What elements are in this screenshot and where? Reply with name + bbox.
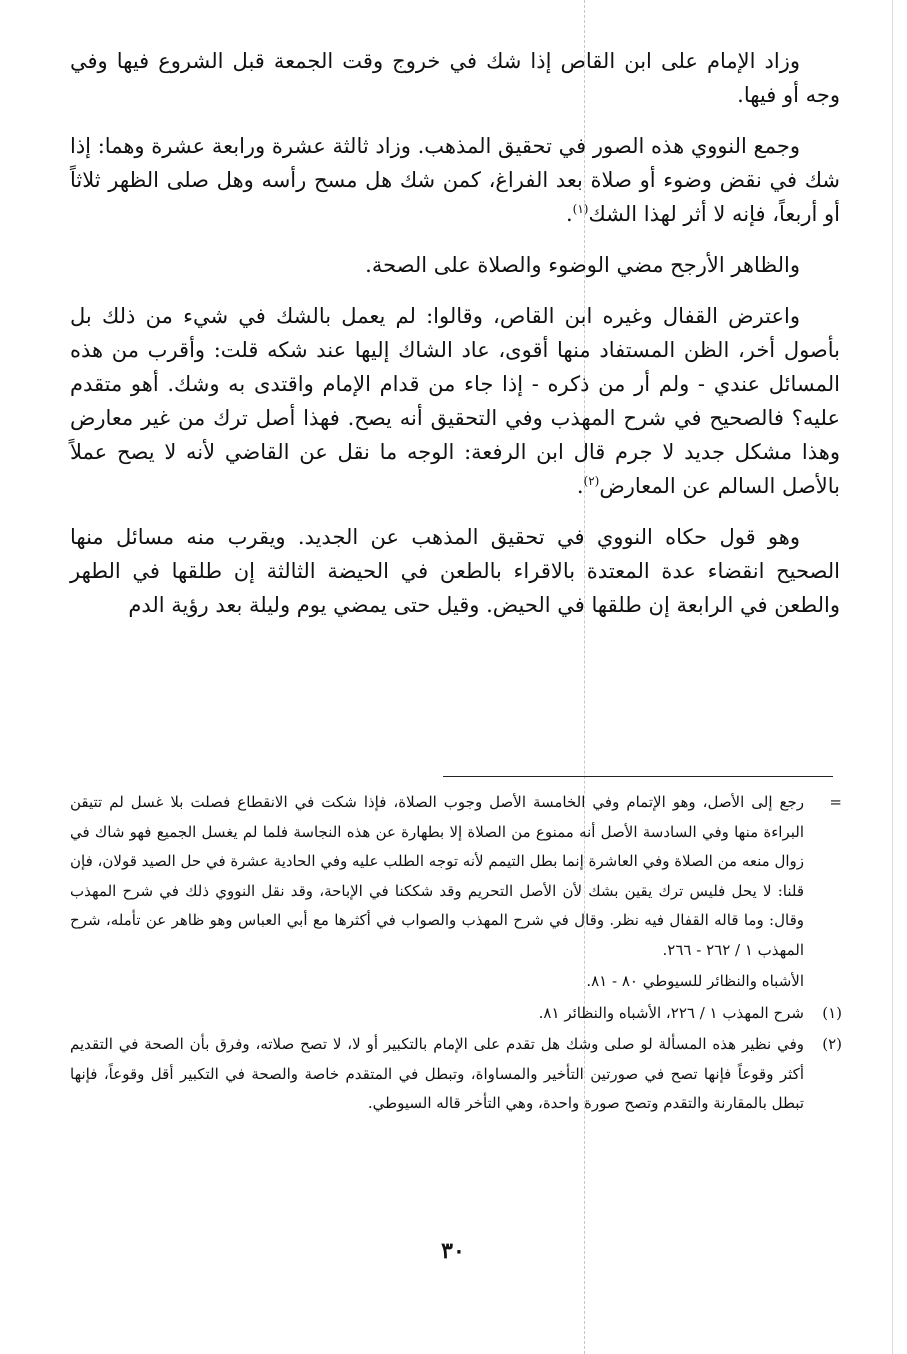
paragraph-4: [70, 299, 840, 503]
footnote-continuation-source-text: الأشباه والنظائر للسيوطي ٨٠ - ٨١.: [586, 972, 804, 990]
paragraph-2-end: .: [565, 202, 573, 226]
footnote-continuation-text: رجع إلى الأصل، وهو الإتمام وفي الخامسة الأصل وجوب الصلاة، فإذا شكت في الانقطاع فصلت بلا غسل لم تتيقن البراءة منها وفي السادسة الأصل أنه ممنوع من الصلاة إلا بطهارة عن هذه النجاسة فلما لم يغسل الجميع فهو شاك في زوال منعه من الصلاة وفي العاشرة إنما بطل التيمم لأنه توجه الطلب عليه وفي الحادية عشرة في حل الصيد قولان، فإن قلنا: لا يحل فليس ترك يقين بشك لأن الأصل التحريم وقد شككنا في الإباحة، وقد نقل النووي ذلك في شرح المهذب وقال: وما قاله القفال فيه نظر. وقال في شرح المهذب والصواب في أكثرها مع أبي العباس وهو ظاهر عن تأمله، شرح المهذب ١ / ٢٦٢ - ٢٦٦.: [70, 793, 805, 959]
paragraph-1: [70, 44, 840, 112]
page-number: ٣٠: [441, 1238, 465, 1264]
footnote-1-marker: (١): [822, 1003, 842, 1022]
paragraph-3-text: والظاهر الأرجح مضي الوضوء والصلاة على الصحة.: [365, 253, 800, 277]
main-text: [70, 44, 840, 639]
footnote-ref-1[interactable]: (١): [572, 202, 589, 216]
footnote-continuation: [70, 788, 842, 965]
paragraph-4-end: .: [576, 474, 584, 498]
paragraph-2: [70, 129, 840, 231]
paragraph-2-text: وجمع النووي هذه الصور في تحقيق المذهب. وزاد ثالثة عشرة ورابعة عشرة وهما: إذا شك في نقض وضوء أو صلاة بعد الفراغ، كمن شك هل مسح رأسه وهل صلى الظهر ثلاثاً أو أربعاً، فإنه لا أثر لهذا الشك: [70, 134, 840, 226]
footnote-ref-2[interactable]: (٢): [583, 474, 600, 488]
page-edge-line: [892, 0, 893, 1354]
paragraph-5-text: وهو قول حكاه النووي في تحقيق المذهب عن الجديد. ويقرب منه مسائل منها الصحيح انقضاء عدة المعتدة بالاقراء بالطعن في الحيضة الثالثة إن طلقها في الطهر والطعن في الرابعة إن طلقها في الحيض. وقيل حتى يمضي يوم وليلة بعد رؤية الدم: [70, 525, 840, 617]
paragraph-1-text: وزاد الإمام على ابن القاص إذا شك في خروج وقت الجمعة قبل الشروع فيها وفي وجه أو فيها.: [70, 49, 840, 107]
footnote-2-text: وفي نظير هذه المسألة لو صلى وشك هل تقدم على الإمام بالتكبير أو لا، لا تصح صلاته، وفرق بأن الصحة في التقديم أكثر وقوعاً فإنها تصح في صورتين التأخير والمساواة، وتبطل في المتقدم خاصة والصحة في التكبير أقل وقوعاً، فإنها تبطل بالمقارنة والتقدم وتصح صورة واحدة، وهي التأخر قاله السيوطي.: [70, 1035, 804, 1112]
footnote-2-marker: (٢): [822, 1035, 842, 1053]
footnote-continuation-marker: =: [829, 793, 842, 811]
footnote-separator: [443, 776, 833, 777]
paragraph-4-text: واعترض القفال وغيره ابن القاص، وقالوا: لم يعمل بالشك في شيء من ذلك بل بأصول أخر، الظن المستفاد منها أقوى، عاد الشاك إليها عند شكه قلت: وأقرب من هذه المسائل عندي - ولم أر من ذكره - إذا جاء من قدام الإمام واقتدى به وشك. أهو متقدم عليه؟ فالصحيح في شرح المهذب وفي التحقيق أنه يصح. فهذا أصل ترك من غير معارض وهذا مشكل جديد لا جرم قال ابن الرفعة: الوجه ما نقل عن القاضي لأنه لا يصح عملاً بالأصل السالم عن المعارض: [70, 304, 840, 498]
footnote-continuation-source: [70, 967, 842, 997]
footnotes: [70, 788, 842, 1121]
footnote-1-text: شرح المهذب ١ / ٢٢٦، الأشباه والنظائر ٨١.: [538, 1003, 804, 1022]
paragraph-3: [70, 248, 840, 282]
footnote-1: [70, 999, 842, 1029]
paragraph-5: [70, 520, 840, 622]
footnote-2: [70, 1030, 842, 1119]
